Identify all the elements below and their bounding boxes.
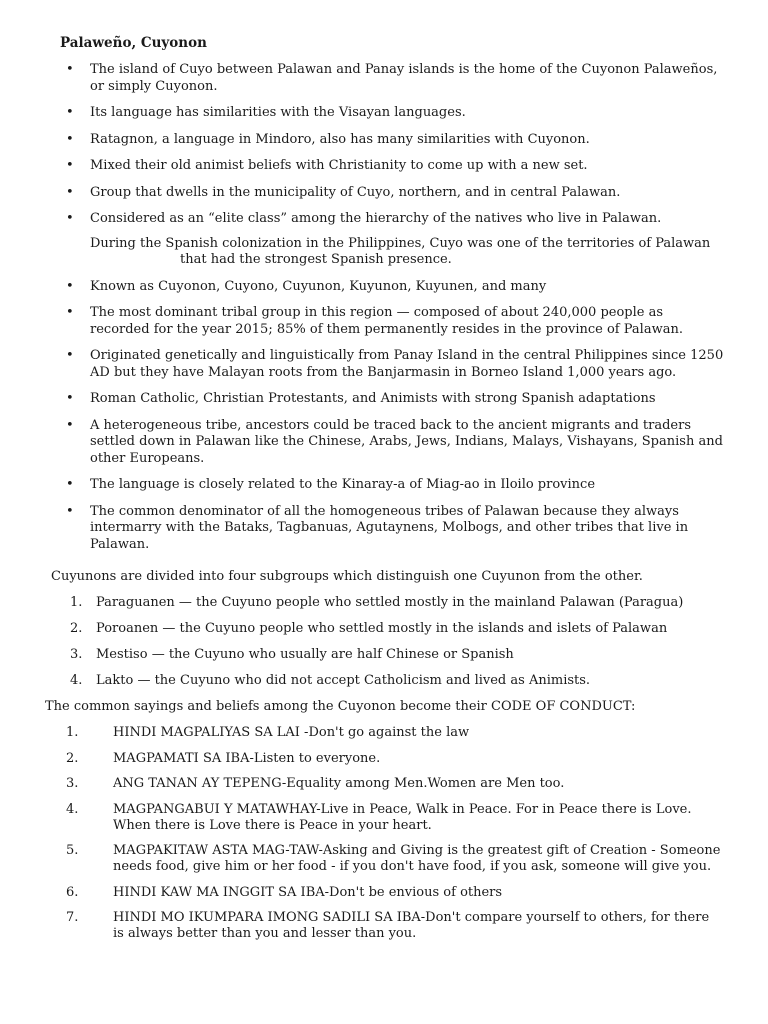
list-item: • Originated genetically and linguistically from Panay Island in the central Philippines since 1250 AD but they have Malayan roots from the Banjarmasin in Borneo Island 1,000 years ago.: [64, 348, 724, 381]
list-item: [66, 885, 726, 901]
facts-list: [64, 62, 724, 563]
item-text: Poroanen — the Cuyuno people who settled mostly in the islands and islets of Palawan: [96, 621, 668, 636]
item-number: 4.: [66, 801, 79, 817]
code-of-conduct-intro: The common sayings and beliefs among the Cuyonon become their CODE OF CONDUCT:: [45, 699, 636, 714]
list-item: [70, 621, 730, 638]
list-item: • Its language has similarities with the Visayan languages.: [64, 105, 724, 122]
list-item: • Known as Cuyonon, Cuyono, Cuyunon, Kuyunon, Kuyunen, and many: [64, 279, 724, 296]
list-item: [66, 802, 726, 834]
list-item: [70, 595, 730, 612]
list-item: • Group that dwells in the municipality of Cuyo, northern, and in central Palawan.: [64, 185, 724, 202]
list-item: [70, 647, 730, 664]
code-of-conduct-list: [66, 725, 726, 952]
list-item: • Roman Catholic, Christian Protestants, and Animists with strong Spanish adaptations: [64, 391, 724, 408]
item-number: 2.: [66, 750, 79, 766]
document-title: Palaweño, Cuyonon: [60, 35, 207, 51]
item-text: HINDI KAW MA INGGIT SA IBA-Don't be envious of others: [113, 884, 503, 900]
list-item: [70, 673, 730, 690]
item-number: 1.: [66, 725, 79, 740]
note-line-1: During the Spanish colonization in the Philippines, Cuyo was one of the territories of Palawan: [90, 235, 711, 251]
list-item: • A heterogeneous tribe, ancestors could be traced back to the ancient migrants and traders settled down in Palawan like the Chinese, Arabs, Jews, Indians, Malays, Vishayans, Spanish and other Europeans.: [64, 418, 724, 468]
item-text: Lakto — the Cuyuno who did not accept Catholicism and lived as Animists.: [96, 673, 591, 688]
item-number: 7.: [66, 910, 79, 925]
list-item: • Considered as an “elite class” among the hierarchy of the natives who live in Palawan.: [64, 211, 724, 228]
list-item: • Mixed their old animist beliefs with Christianity to come up with a new set.: [64, 158, 724, 175]
item-text: MAGPANGABUI Y MATAWHAY-Live in Peace, Walk in Peace. For in Peace there is Love. When there is Love there is Peace in your heart.: [113, 801, 692, 833]
list-item: • Ratagnon, a language in Mindoro, also has many similarities with Cuyonon.: [64, 132, 724, 149]
note-line-2: that had the strongest Spanish presence.: [180, 252, 452, 267]
list-item: • The common denominator of all the homogeneous tribes of Palawan because they always intermarry with the Bataks, Tagbanuas, Agutaynens, Molbogs, and other tribes that live in Palawan.: [64, 504, 724, 554]
list-item: [66, 751, 726, 767]
item-number: 5.: [66, 843, 79, 858]
item-text: MAGPAKITAW ASTA MAG-TAW-Asking and Giving is the greatest gift of Creation - Someone needs food, give him or her food - if you don't have food, if you ask, someone will give you.: [113, 843, 721, 874]
subgroups-intro: Cuyunons are divided into four subgroups which distinguish one Cuyunon from the other.: [51, 569, 643, 584]
item-text: HINDI MO IKUMPARA IMONG SADILI SA IBA-Don't compare yourself to others, for there is always better than you and lesser than you.: [113, 910, 710, 941]
list-item: [66, 910, 726, 942]
item-number: 6.: [66, 884, 79, 900]
list-item: • The language is closely related to the Kinaray-a of Miag-ao in Iloilo province: [64, 477, 724, 494]
item-number: 2.: [70, 621, 83, 636]
item-text: ANG TANAN AY TEPENG-Equality among Men.Women are Men too.: [113, 776, 565, 791]
item-text: MAGPAMATI SA IBA-Listen to everyone.: [113, 750, 381, 766]
item-number: 4.: [70, 673, 83, 688]
item-number: 3.: [66, 776, 79, 791]
item-text: HINDI MAGPALIYAS SA LAI -Don't go against the law: [113, 725, 470, 740]
list-item: [66, 725, 726, 741]
item-text: Mestiso — the Cuyuno who usually are half Chinese or Spanish: [96, 647, 514, 662]
item-number: 3.: [70, 647, 83, 662]
list-item: [66, 843, 726, 875]
list-item: [66, 776, 726, 792]
subgroups-list: [70, 595, 730, 699]
list-item: • The most dominant tribal group in this region — composed of about 240,000 people as recorded for the year 2015; 85% of them permanently resides in the province of Palawan.: [64, 305, 724, 338]
list-item: • The island of Cuyo between Palawan and Panay islands is the home of the Cuyonon Palaweños, or simply Cuyonon.: [64, 62, 724, 95]
item-number: 1.: [70, 595, 83, 610]
colonization-note: [64, 236, 724, 269]
item-text: Paraguanen — the Cuyuno people who settled mostly in the mainland Palawan (Paragua): [96, 595, 684, 610]
